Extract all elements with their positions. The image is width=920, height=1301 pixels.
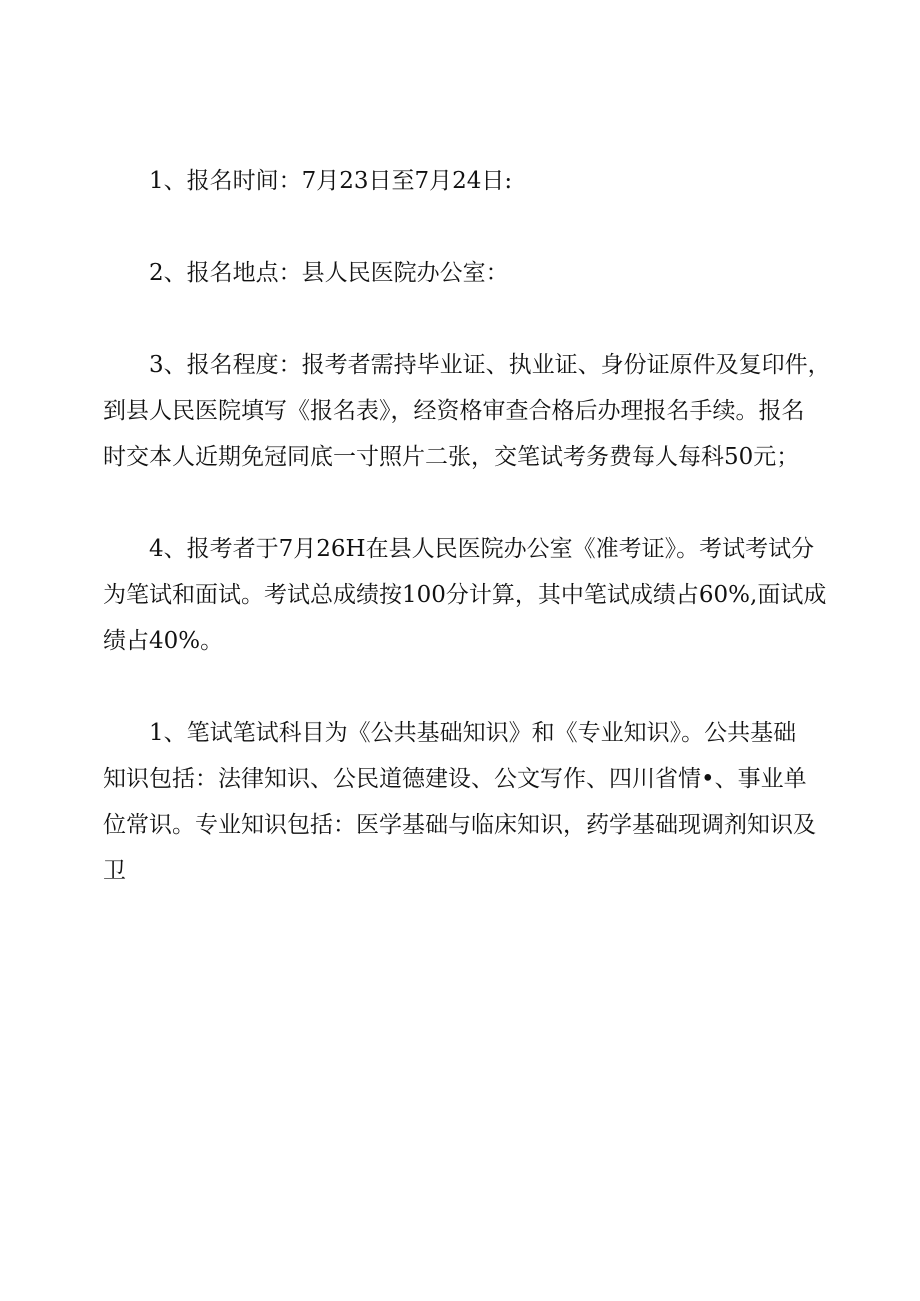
paragraph-line: 2、报名地点：县人民医院办公室： xyxy=(149,260,509,286)
paragraph-line: 到县人民医院填写《报名表》，经资格审查合格后办理报名手续。报名 xyxy=(103,398,805,424)
paragraph-line: 卫 xyxy=(103,858,126,884)
paragraph-line: 位常识。专业知识包括：医学基础与临床知识，药学基础现调剂知识及 xyxy=(103,812,816,838)
document-body xyxy=(103,158,831,940)
paragraph-line: 1、笔试笔试科目为《公共基础知识》和《专业知识》。公共基础 xyxy=(149,720,797,746)
paragraph-line: 时交本人近期免冠同底一寸照片二张，交笔试考务费每人每科50元； xyxy=(103,444,800,470)
paragraph-registration-time xyxy=(103,158,823,204)
paragraph-registration-location xyxy=(103,250,823,296)
paragraph-registration-procedure xyxy=(103,342,831,480)
paragraph-line: 知识包括：法律知识、公民道德建设、公文写作、四川省情•、事业单 xyxy=(103,766,807,792)
paragraph-admission-ticket xyxy=(103,526,827,664)
paragraph-written-exam xyxy=(103,710,823,894)
paragraph-line: 为笔试和面试。考试总成绩按100分计算，其中笔试成绩占60%,面试成 xyxy=(103,582,827,608)
paragraph-line: 3、报名程度：报考者需持毕业证、执业证、身份证原件及复印件， xyxy=(149,352,831,378)
paragraph-line: 1、报名时间：7月23日至7月24日: xyxy=(149,168,513,194)
paragraph-line: 绩占40%。 xyxy=(103,628,224,654)
paragraph-line: 4、报考者于7月26H在县人民医院办公室《准考证》。考试考试分 xyxy=(149,536,815,562)
